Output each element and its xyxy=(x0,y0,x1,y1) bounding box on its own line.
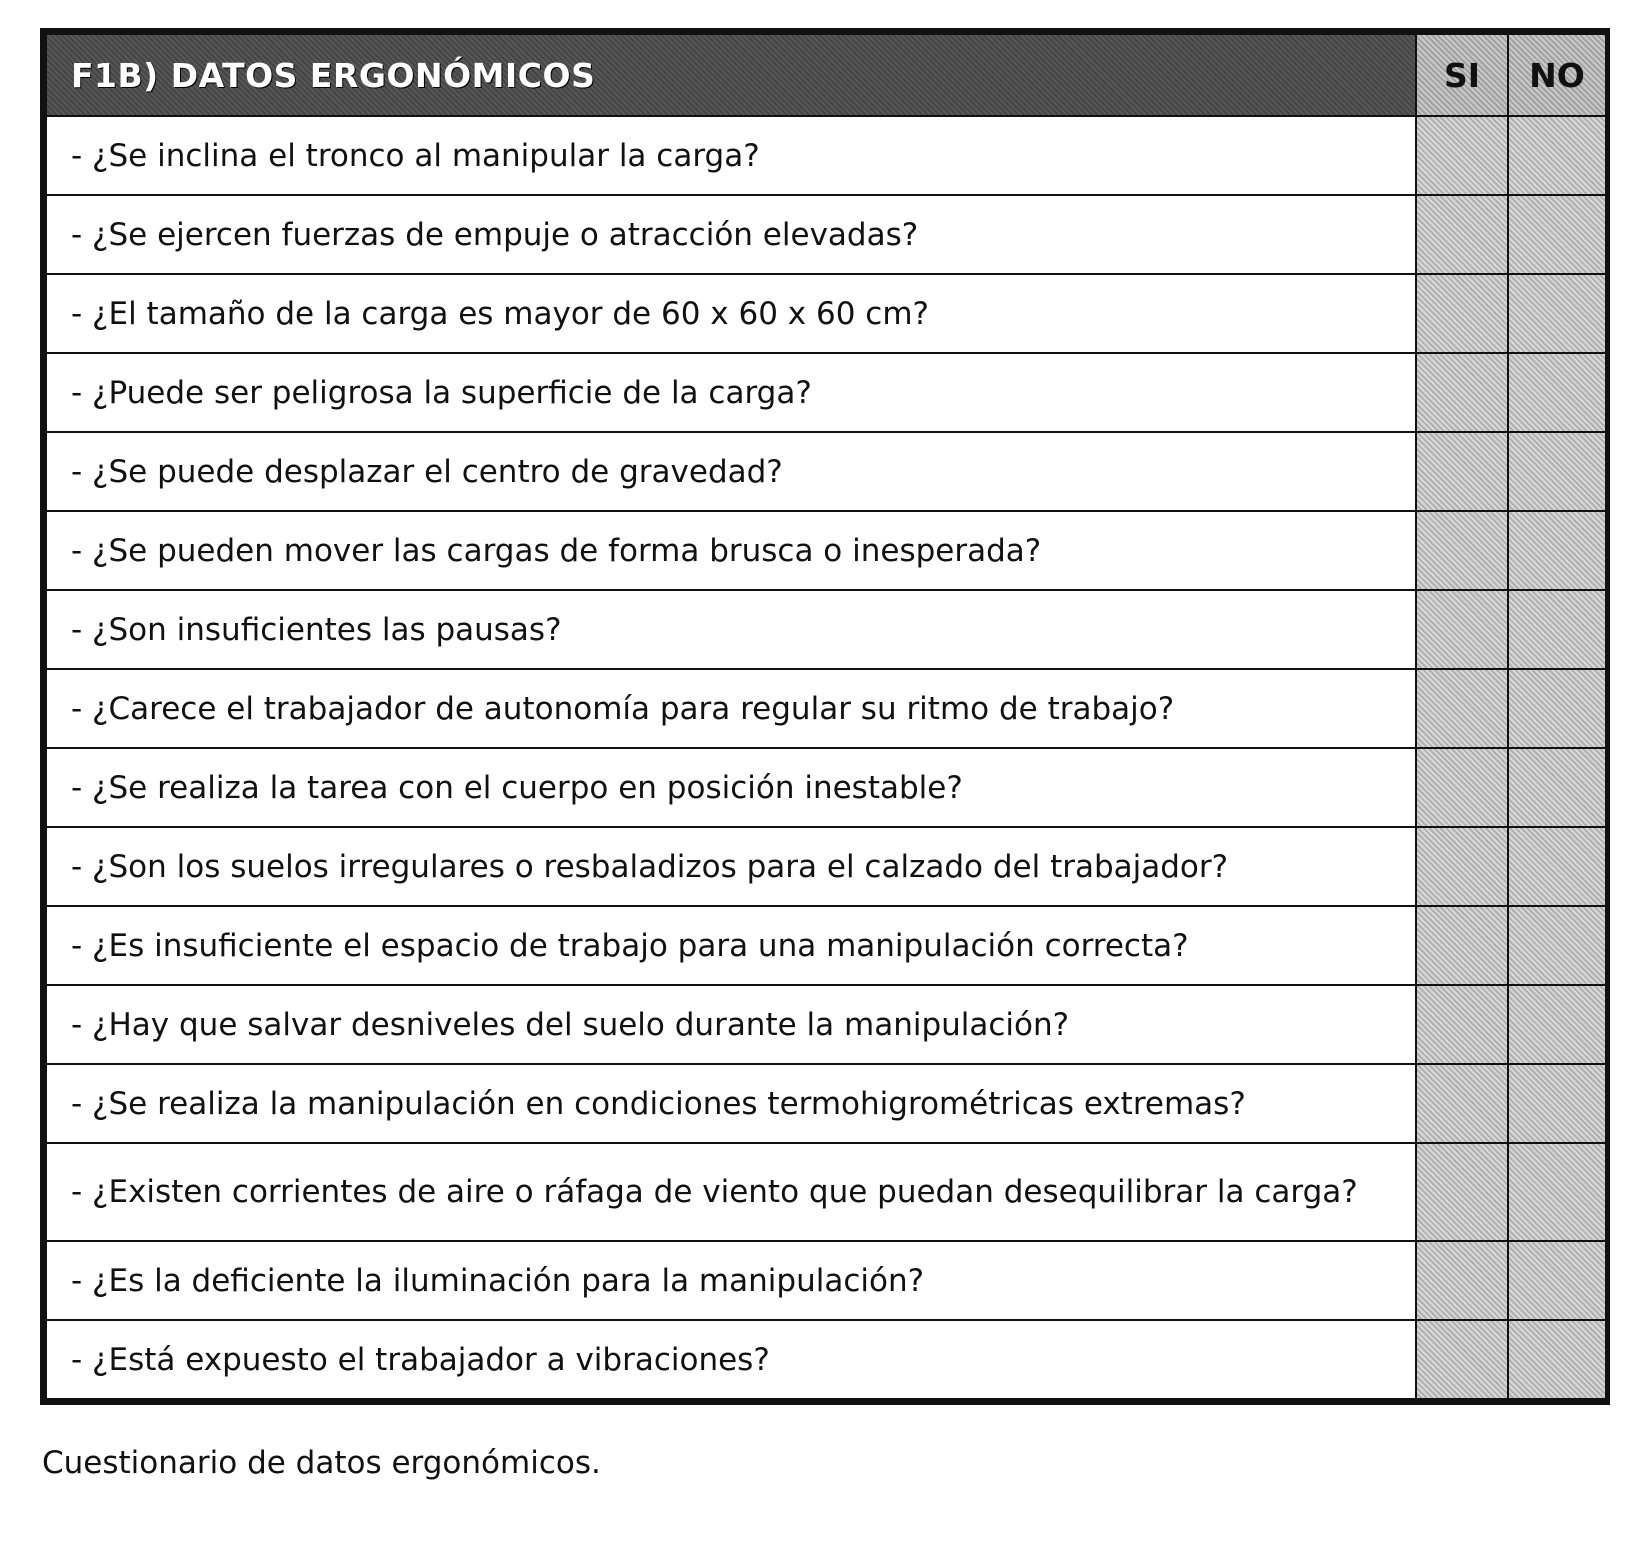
answer-si-box[interactable] xyxy=(1416,748,1508,827)
answer-no-box[interactable] xyxy=(1508,748,1606,827)
answer-no-box[interactable] xyxy=(1508,1241,1606,1320)
question-text: - ¿Son insuficientes las pausas? xyxy=(46,590,1416,669)
answer-si-box[interactable] xyxy=(1416,432,1508,511)
question-text: - ¿Hay que salvar desniveles del suelo durante la manipulación? xyxy=(46,985,1416,1064)
figure-caption: Cuestionario de datos ergonómicos. xyxy=(42,1445,601,1481)
table-row xyxy=(46,1241,1606,1320)
table-row xyxy=(46,985,1606,1064)
answer-si-box[interactable] xyxy=(1416,116,1508,195)
question-text: - ¿Es la deficiente la iluminación para la manipulación? xyxy=(46,1241,1416,1320)
answer-si-box[interactable] xyxy=(1416,590,1508,669)
answer-no-box[interactable] xyxy=(1508,274,1606,353)
table-row xyxy=(46,511,1606,590)
question-text: - ¿Se inclina el tronco al manipular la carga? xyxy=(46,116,1416,195)
answer-si-box[interactable] xyxy=(1416,985,1508,1064)
column-header-no: NO xyxy=(1508,34,1606,116)
question-text: - ¿Puede ser peligrosa la superficie de la carga? xyxy=(46,353,1416,432)
question-text: - ¿El tamaño de la carga es mayor de 60 x 60 x 60 cm? xyxy=(46,274,1416,353)
answer-no-box[interactable] xyxy=(1508,669,1606,748)
question-text: - ¿Se pueden mover las cargas de forma brusca o inesperada? xyxy=(46,511,1416,590)
table-title: F1B) DATOS ERGONÓMICOS xyxy=(46,34,1416,116)
answer-si-box[interactable] xyxy=(1416,1064,1508,1143)
table-row xyxy=(46,432,1606,511)
question-text: - ¿Se realiza la tarea con el cuerpo en posición inestable? xyxy=(46,748,1416,827)
answer-si-box[interactable] xyxy=(1416,1320,1508,1399)
answer-no-box[interactable] xyxy=(1508,1320,1606,1399)
question-text: - ¿Está expuesto el trabajador a vibraciones? xyxy=(46,1320,1416,1399)
question-text: - ¿Son los suelos irregulares o resbaladizos para el calzado del trabajador? xyxy=(46,827,1416,906)
answer-no-box[interactable] xyxy=(1508,116,1606,195)
table-row xyxy=(46,116,1606,195)
answer-no-box[interactable] xyxy=(1508,590,1606,669)
table-row xyxy=(46,590,1606,669)
answer-no-box[interactable] xyxy=(1508,195,1606,274)
answer-no-box[interactable] xyxy=(1508,432,1606,511)
answer-no-box[interactable] xyxy=(1508,353,1606,432)
ergonomic-questionnaire-sheet xyxy=(40,28,1610,1405)
table-row xyxy=(46,906,1606,985)
answer-no-box[interactable] xyxy=(1508,511,1606,590)
question-text: - ¿Se puede desplazar el centro de gravedad? xyxy=(46,432,1416,511)
table-row xyxy=(46,827,1606,906)
question-text: - ¿Es insuficiente el espacio de trabajo para una manipulación correcta? xyxy=(46,906,1416,985)
answer-si-box[interactable] xyxy=(1416,511,1508,590)
answer-si-box[interactable] xyxy=(1416,669,1508,748)
answer-no-box[interactable] xyxy=(1508,1064,1606,1143)
table-row xyxy=(46,748,1606,827)
answer-no-box[interactable] xyxy=(1508,1143,1606,1241)
question-text: - ¿Se realiza la manipulación en condiciones termohigrométricas extremas? xyxy=(46,1064,1416,1143)
answer-no-box[interactable] xyxy=(1508,985,1606,1064)
answer-si-box[interactable] xyxy=(1416,906,1508,985)
answer-no-box[interactable] xyxy=(1508,827,1606,906)
column-header-si: SI xyxy=(1416,34,1508,116)
question-text: - ¿Existen corrientes de aire o ráfaga de viento que puedan desequilibrar la carga? xyxy=(46,1143,1416,1241)
question-text: - ¿Se ejercen fuerzas de empuje o atracción elevadas? xyxy=(46,195,1416,274)
answer-si-box[interactable] xyxy=(1416,1241,1508,1320)
table-row xyxy=(46,1064,1606,1143)
table-row xyxy=(46,1320,1606,1399)
table-row xyxy=(46,274,1606,353)
answer-si-box[interactable] xyxy=(1416,274,1508,353)
table-header-row xyxy=(46,34,1606,116)
ergonomic-questionnaire-table xyxy=(45,33,1607,1400)
answer-si-box[interactable] xyxy=(1416,1143,1508,1241)
table-row xyxy=(46,669,1606,748)
answer-si-box[interactable] xyxy=(1416,195,1508,274)
answer-si-box[interactable] xyxy=(1416,827,1508,906)
table-row xyxy=(46,195,1606,274)
answer-no-box[interactable] xyxy=(1508,906,1606,985)
question-text: - ¿Carece el trabajador de autonomía para regular su ritmo de trabajo? xyxy=(46,669,1416,748)
table-row xyxy=(46,1143,1606,1241)
table-row xyxy=(46,353,1606,432)
answer-si-box[interactable] xyxy=(1416,353,1508,432)
